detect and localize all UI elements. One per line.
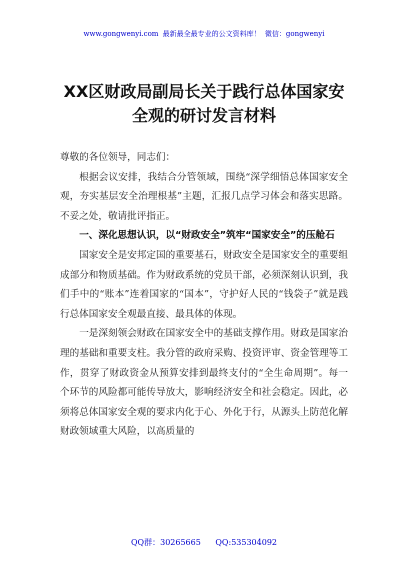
paragraph-2: 一是深刻领会财政在国家安全中的基础支撑作用。财政是国家治理的基础和重要支柱。我分管的政府采购、投资评审、资金管理等工作，贯穿了财政资金从预算安排到最终支付的“全生命周期”。每一个环节的风险都可能传导放大，影响经济安全和社会稳定。因此，必须将总体国家安全观的要求内化于心、外化于行，从源头上防范化解财政领域重大风险，以高质量的 bbox=[60, 328, 348, 438]
page-footer bbox=[0, 537, 408, 548]
site-url[interactable]: www.gongwenyi.com bbox=[83, 30, 159, 38]
document-body bbox=[60, 148, 348, 442]
page-header bbox=[0, 29, 408, 39]
section-heading-1: 一、深化思想认识，以“财政安全”筑牢“国家安全”的压舱石 bbox=[79, 230, 335, 242]
footer-qq-group: QQ群：30265665 bbox=[130, 538, 201, 547]
header-wechat: 微信：gongwenyi bbox=[264, 30, 325, 38]
document-title: XX区财政局副局长关于践行总体国家安全观的研讨发言材料 bbox=[63, 82, 345, 125]
salutation: 尊敬的各位领导，同志们： bbox=[60, 152, 176, 163]
footer-qq: QQ:535304092 bbox=[215, 538, 277, 547]
paragraph-1: 国家安全是安邦定国的重要基石，财政安全是国家安全的重要组成部分和物质基础。作为财政系统的党员干部，必须深刻认识到，我们手中的“账本”连着国家的“国本”，守护好人民的“钱袋子”就是践行总体国家安全观最直接、最具体的体现。 bbox=[60, 249, 348, 320]
paragraph-intro: 根据会议安排，我结合分管领域，围绕“深学细悟总体国家安全观，夯实基层安全治理根基”主题，汇报几点学习体会和落实思路。不妥之处，敬请批评指正。 bbox=[60, 171, 348, 222]
header-slogan: 最新最全最专业的公文资料库！ bbox=[162, 30, 261, 38]
